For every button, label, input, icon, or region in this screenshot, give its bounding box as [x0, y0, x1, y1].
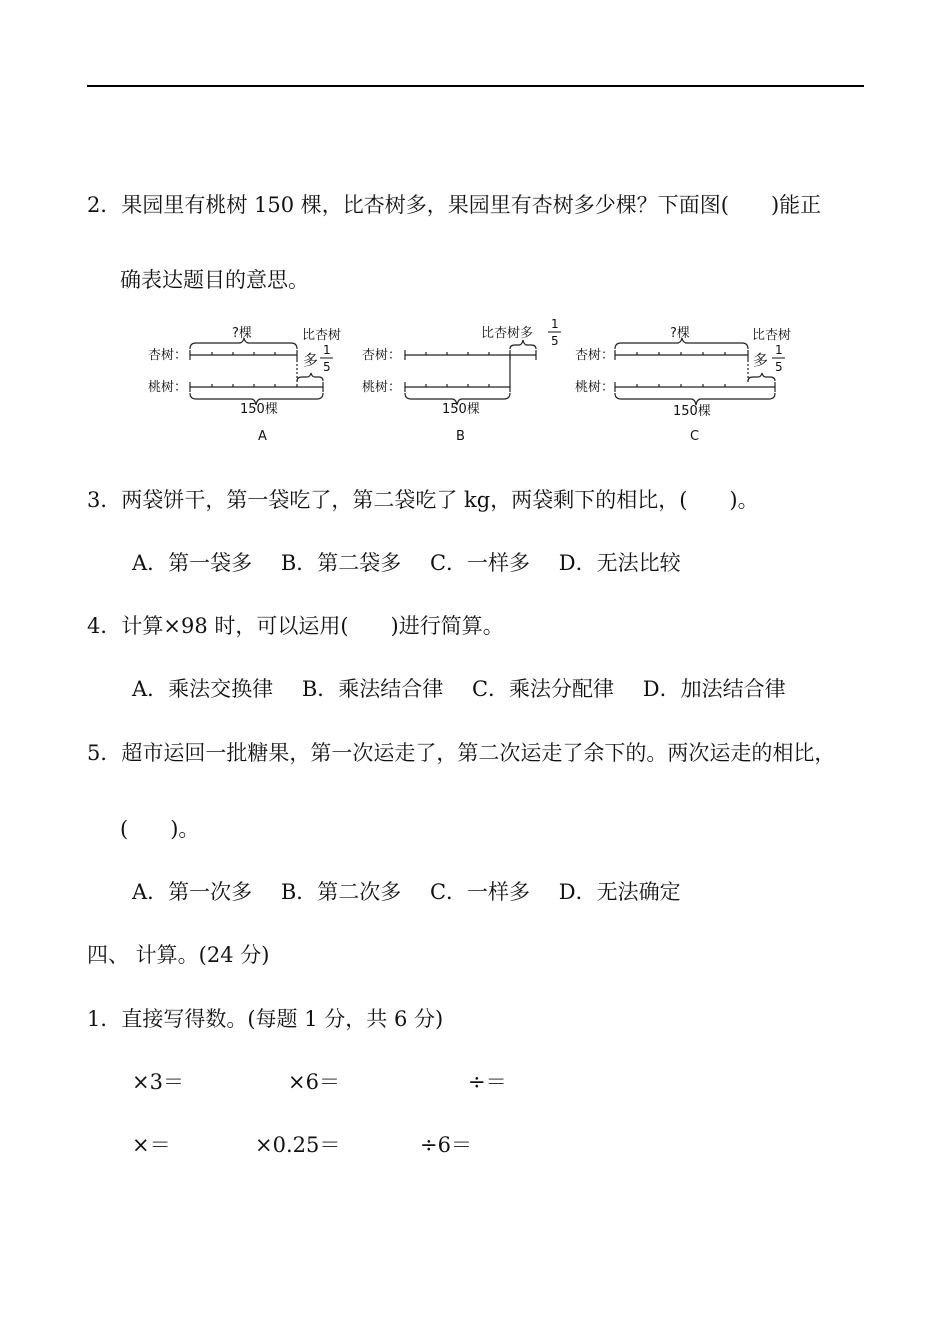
q4-option-b[interactable]: B．乘法结合律	[301, 677, 444, 701]
c-peach-label: 桃树：	[575, 380, 615, 395]
a-apricot-label: 杏树：	[148, 348, 188, 363]
a-frac-den: 5	[323, 360, 331, 374]
q4-options	[132, 677, 808, 701]
q2-diagrams	[140, 315, 820, 450]
q4-option-d[interactable]: D．加法结合律	[642, 677, 786, 701]
calc-5: ×0.25＝	[255, 1133, 341, 1157]
b-peach-label: 桃树：	[362, 380, 402, 395]
calc-3: ÷＝	[468, 1070, 507, 1094]
a-more-label: 多	[303, 351, 319, 369]
b-more-than-label: 比杏树多	[481, 326, 534, 341]
q3-option-c[interactable]: C．一样多	[429, 551, 531, 575]
a-more-than-label: 比杏树	[302, 328, 342, 343]
q2-line1: 2．果园里有桃树 150 棵，比杏树多，果园里有杏树多少棵？下面图( )能正	[87, 193, 822, 217]
b-total-label: 150棵	[442, 402, 480, 417]
caption-c: C	[690, 429, 700, 444]
q2-line2: 确表达题目的意思。	[120, 268, 309, 292]
c-more-than-label: 比杏树	[752, 328, 792, 343]
caption-b: B	[456, 429, 465, 444]
calc-2: ×6＝	[288, 1070, 340, 1094]
caption-a: A	[258, 429, 267, 444]
c-apricot-label: 杏树：	[575, 348, 615, 363]
b-apricot-label: 杏树：	[362, 348, 402, 363]
q3-stem: 3．两袋饼干，第一袋吃了，第二袋吃了 kg，两袋剩下的相比，( )。	[87, 488, 759, 512]
c-more-label: 多	[753, 351, 769, 369]
c-frac-den: 5	[775, 360, 783, 374]
calc-1: ×3＝	[132, 1070, 184, 1094]
s4q1-stem: 1．直接写得数。(每题 1 分，共 6 分)	[87, 1007, 444, 1031]
q3-option-a[interactable]: A．第一袋多	[132, 551, 253, 575]
c-unknown-label: ?棵	[670, 326, 690, 341]
a-peach-label: 桃树：	[148, 380, 188, 395]
q3-option-d[interactable]: D．无法比较	[558, 551, 681, 575]
q4-option-a[interactable]: A．乘法交换律	[132, 677, 274, 701]
q5-options	[132, 880, 703, 904]
q5-option-d[interactable]: D．无法确定	[558, 880, 681, 904]
calc-6: ÷6＝	[420, 1133, 472, 1157]
c-total-label: 150棵	[673, 404, 711, 419]
q5-option-b[interactable]: B．第二次多	[280, 880, 402, 904]
top-rule	[87, 85, 864, 87]
q5-option-a[interactable]: A．第一次多	[132, 880, 253, 904]
a-unknown-label: ?棵	[232, 326, 252, 341]
b-frac-num: 1	[551, 317, 559, 331]
calc-4: ×＝	[132, 1133, 171, 1157]
q3-option-b[interactable]: B．第二袋多	[280, 551, 402, 575]
q4-stem: 4．计算×98 时，可以运用( )进行简算。	[87, 614, 504, 638]
c-frac-num: 1	[775, 343, 783, 357]
q5-line1: 5．超市运回一批糖果，第一次运走了，第二次运走了余下的。两次运走的相比，	[87, 741, 836, 765]
q5-option-c[interactable]: C．一样多	[429, 880, 531, 904]
q5-line2: ( )。	[120, 817, 200, 841]
b-frac-den: 5	[551, 334, 559, 348]
a-total-label: 150棵	[240, 402, 278, 417]
q4-option-c[interactable]: C．乘法分配律	[471, 677, 615, 701]
q3-options	[132, 551, 703, 575]
section4-title: 四、 计算。(24 分)	[87, 943, 270, 967]
a-frac-num: 1	[323, 343, 331, 357]
